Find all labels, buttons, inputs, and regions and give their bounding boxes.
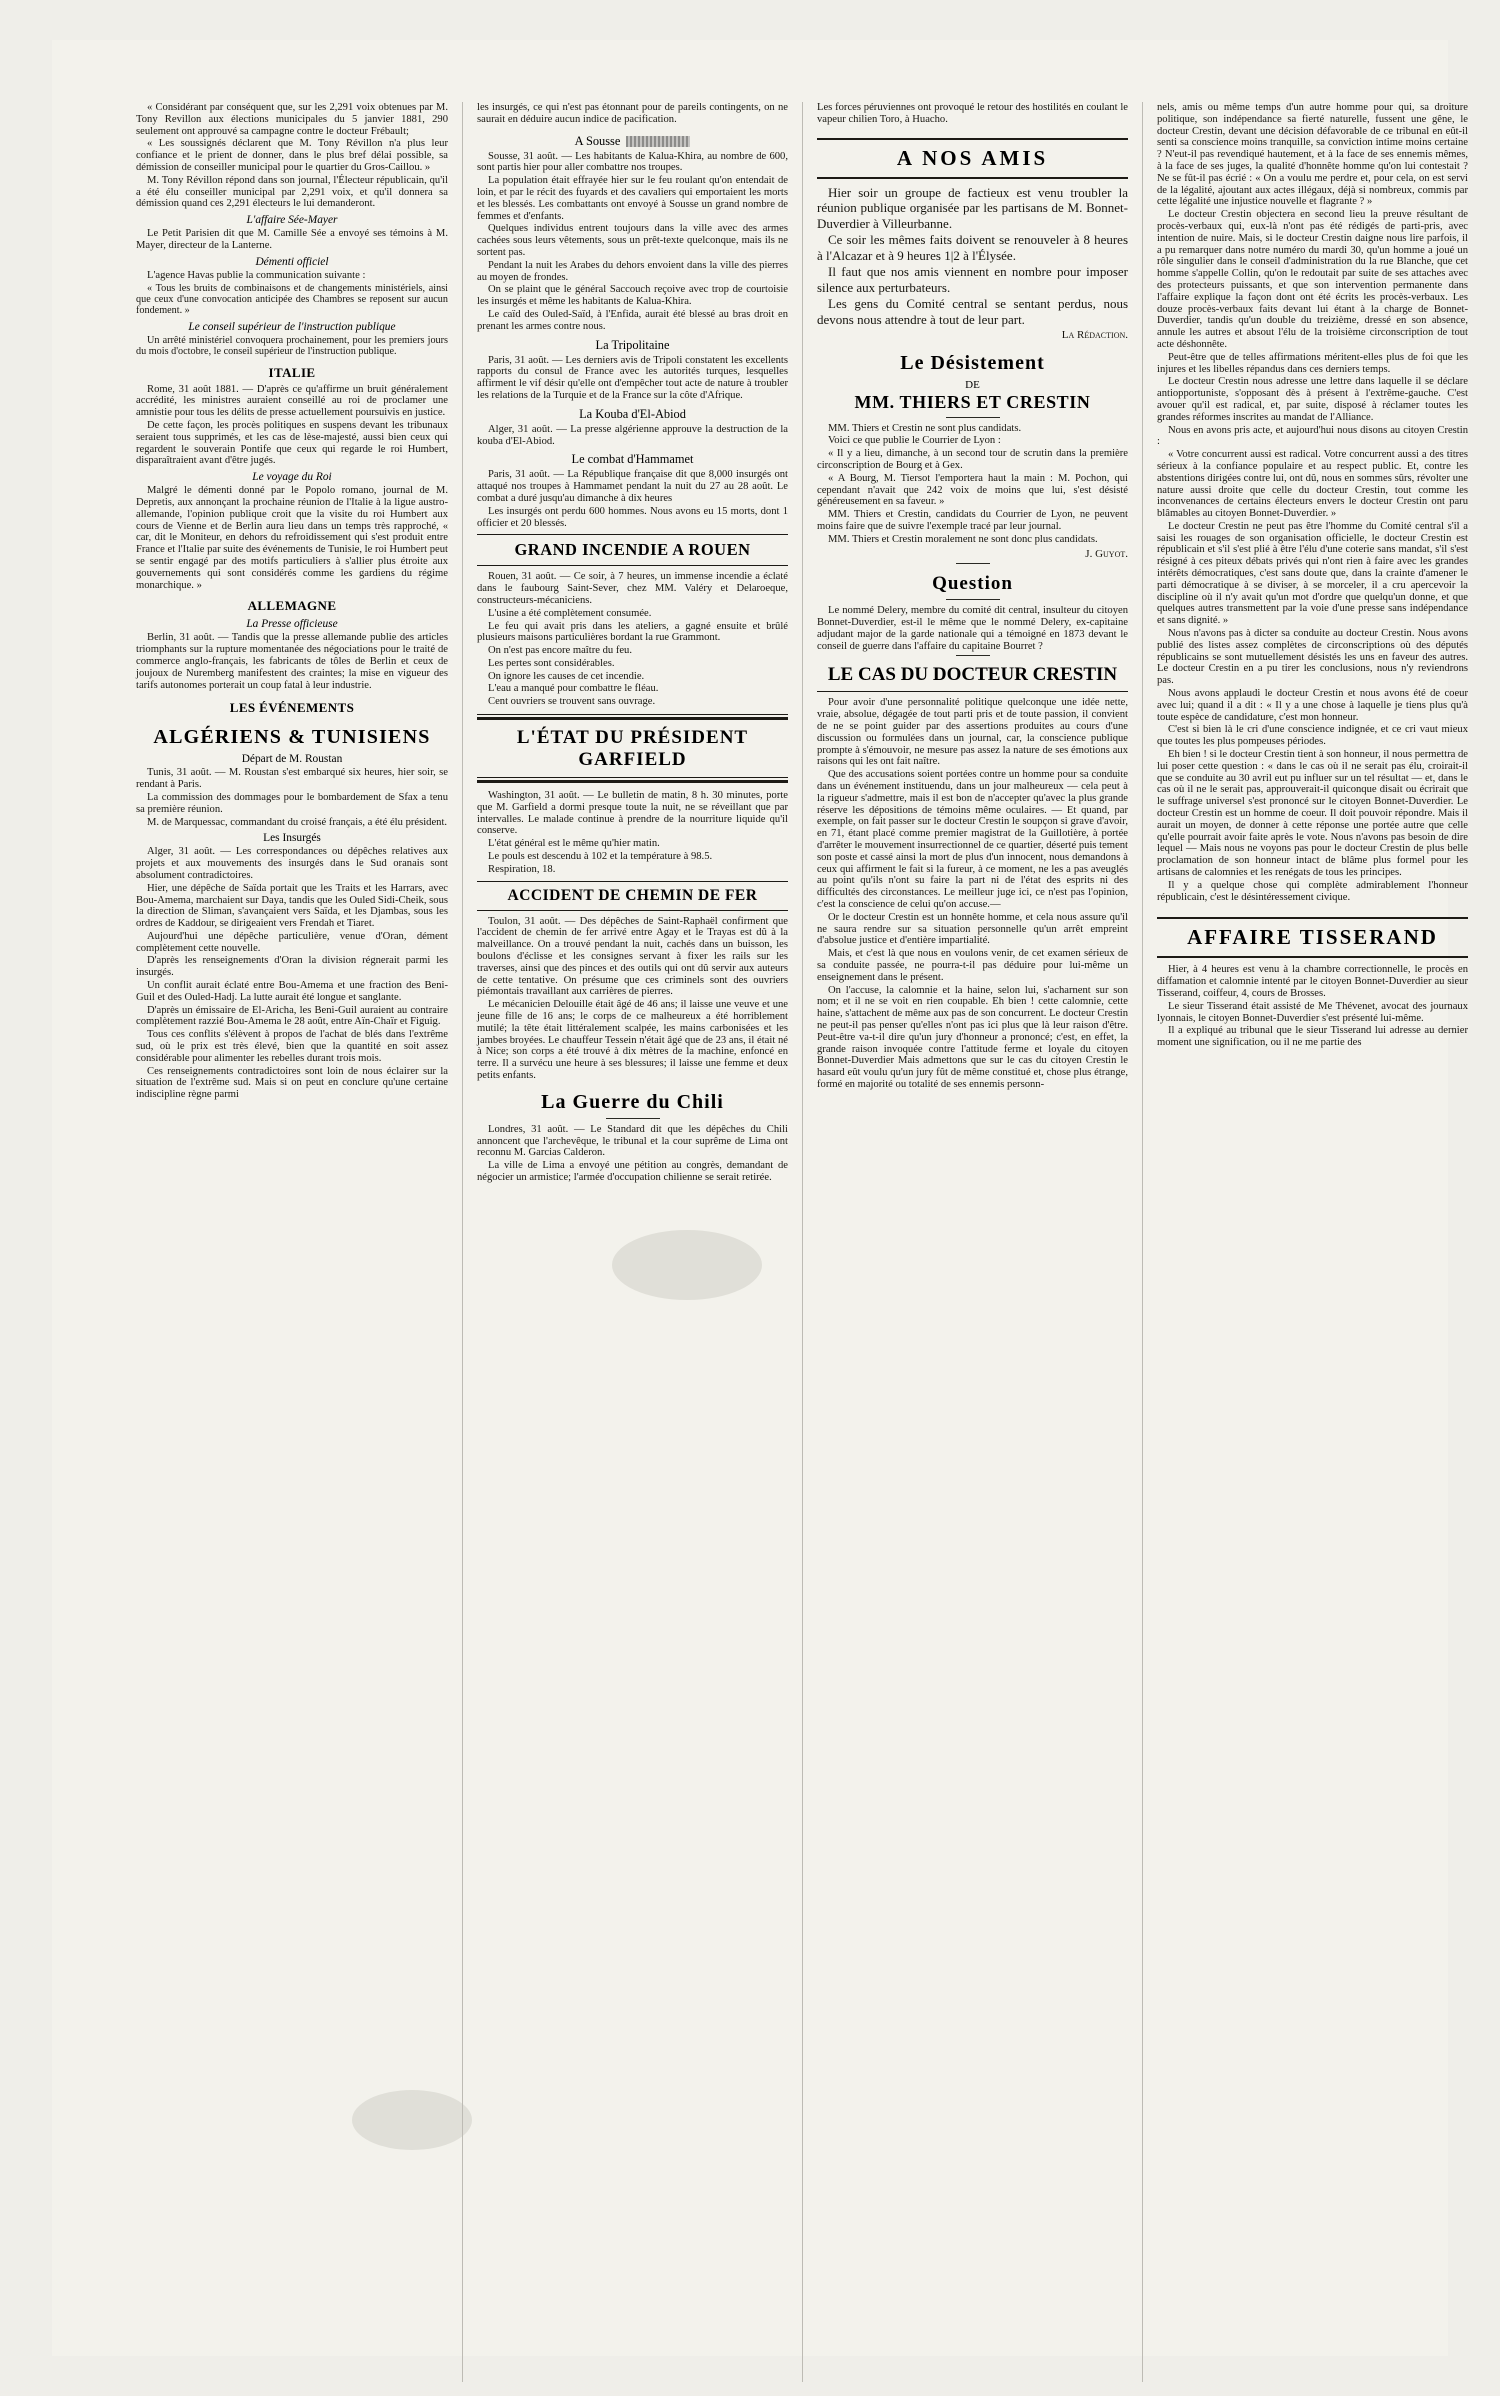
columns-container [122,102,1482,2382]
paragraph: « Considérant par conséquent que, sur les 2,291 voix obtenues par M. Tony Revillon aux élections municipales du 5 janvier 1881, 290 seulement ont approuvé sa campagne contre le docteur Frébault; [136,102,448,137]
heading-accident-chemin-de-fer: ACCIDENT DE CHEMIN DE FER [507,886,758,904]
paragraph: Rouen, 31 août. — Ce soir, à 7 heures, un immense incendie a éclaté dans le faubourg Saint-Sever, chez MM. Valéry et Delaroeque, constructeurs-mécaniciens. [477,571,788,606]
column-4 [1142,102,1482,2382]
paragraph: Pour avoir d'une personnalité politique quelconque une idée nette, vraie, absolue, dégagée de tout parti pris et de toute passion, il convient de ne se point guider par des assertions produites au cours d'une discussion ou formulées dans un journal, car, la conscience publique prompte à s'émouvoir, ne mesure pas assez la nature de ses émotions aux raisons qui les ont fait naître. [817,697,1128,768]
heading-depart-roustan: Départ de M. Roustan [241,753,343,766]
paragraph: Le mécanicien Delouille était âgé de 46 ans; il laisse une veuve et une jeune fille de 16 ans; le corps de ce malheureux a été horriblement mutilé; la tête était littéralement scalpée, les mains carbonisées et les jambes broyées. Le chauffeur Tessein n'était âgé que de 23 ans, il était né à Nice; son corps a été trouvé à dix mètres de la machine, enfoncé en terre. Il a survécu une heure à ses blessures; il laisse une femme et deux petits enfants. [477,999,788,1082]
paragraph: Hier, une dépêche de Saïda portait que les Traits et les Harrars, avec Bou-Amema, marchaient sur Daya, tandis que les Ouled Sidi-Cheik, sous la direction de Sliman, s'avançaient vers Saïda, et les Djambas, sous les ordres de Kaddour, se dirigeaient vers Frendah et Tiaret. [136,882,448,930]
paragraph: Berlin, 31 août. — Tandis que la presse allemande publie des articles triomphants sur la rupture momentanée des négociations pour le traité de commerce anglo-français, les fabricants de tôles de Berlin et ceux de joujoux de Nuremberg manifestent des craintes; la mise en vigueur des tarifs autonomes porterait un coup fatal à leur industrie. [136,632,448,691]
paragraph: les insurgés, ce qui n'est pas étonnant pour de pareils contingents, on ne saurait en déduire aucun indice de pacification. [477,102,788,125]
heading-les-insurges: Les Insurgés [263,832,321,845]
paragraph: La ville de Lima a envoyé une pétition au congrès, demandant de négocier un armistice; l'armée d'occupation chilienne se serait retirée. [477,1160,788,1183]
paragraph: Sousse, 31 août. — Les habitants de Kalua-Khira, au nombre de 600, sont partis hier pour aller combattre nos troupes. [477,150,788,174]
heading-affaire-see-mayer: L'affaire Sée-Mayer [246,214,338,227]
paragraph: Le feu qui avait pris dans les ateliers, a gagné ensuite et brûlé plusieurs maisons particulières bordant la rue Grammont. [477,620,788,644]
paragraph: Un conflit aurait éclaté entre Bou-Amema et une fraction des Beni-Guil et des Ouled-Hadj. La lutte aurait été longue et sanglante. [136,980,448,1003]
column-3 [802,102,1142,2382]
paragraph: MM. Thiers et Crestin, candidats du Courrier de Lyon, ne peuvent moins faire que de suivre l'exemple tracé par leur journal. [817,509,1128,533]
heading-a-nos-amis: A NOS AMIS [896,145,1049,170]
heading-algeriens-tunisiens: ALGÉRIENS & TUNISIENS [153,726,431,749]
paragraph: Paris, 31 août. — Les derniers avis de Tripoli constatent les excellents rapports du consul de France avec les autorités turques, lesquelles affirment le vif désir qu'elle ont d'empêcher tout acte de nature à troubler les relations de la Turquie et de la France sur la côte d'Afrique. [477,354,788,401]
heading-allemagne: ALLEMAGNE [247,598,337,614]
paragraph: Le docteur Crestin ne peut pas être l'homme du Comité central s'il a saisi les rouages de son organisation officielle, le docteur Crestin est républicain et s'il s'est plié à être l'élu d'une coterie sans mandat, s'il s'est résigné à ces piteux débats privés qui n'ont rien à faire avec les grandes intérêts démocratiques, c'est sans doute que, dans la crainte d'amener le parti démocratique à se diviser, à se morceler, il a cru apercevoir la discipline où il n'y avait qu'un mot d'ordre que quelqu'un donne, et que quelques autres transmettent par la voie d'une presse sans indépendance et sans dignité. » [1157,520,1468,627]
paragraph: MM. Thiers et Crestin ne sont plus candidats. [828,422,1022,434]
heading-les-evenements: LES ÉVÉNEMENTS [229,700,355,716]
paragraph: Londres, 31 août. — Le Standard dit que les dépêches du Chili annoncent que l'archevêque, le tribunal et la cour suprême de Lima ont reconnu M. Garcias Calderon. [477,1123,788,1159]
paragraph: Hier, à 4 heures est venu à la chambre correctionnelle, le procès en diffamation et calomnie intenté par le citoyen Bonnet-Duverdier au sieur Tisserand, coiffeur, 4, cours de Brosses. [1157,964,1468,999]
heading-la-kouba: La Kouba d'El-Abiod [579,406,686,421]
paragraph: Les pertes sont considérables. [488,657,615,669]
paragraph: Alger, 31 août. — Les correspondances ou dépêches relatives aux projets et aux mouvements des insurgés dans le Sud oranais sont absolument contradictoires. [136,846,448,881]
paragraph: « Tous les bruits de combinaisons et de changements ministériels, ainsi que ceux d'une convocation anticipée des Chambres se reposent sur aucun fondement. » [136,282,448,317]
paragraph: Le pouls est descendu à 102 et la température à 98.5. [488,851,713,863]
paragraph: La commission des dommages pour le bombardement de Sfax a tenu sa première réunion. [136,791,448,815]
paragraph: MM. Thiers et Crestin moralement ne sont donc plus candidats. [828,533,1098,545]
heading-combat-hammamet: Le combat d'Hammamet [571,452,694,467]
paragraph: On ignore les causes de cet incendie. [488,670,645,682]
signature-redaction: La Rédaction. [1061,329,1128,342]
paragraph: Les gens du Comité central se sentant perdus, nous devons nous attendre à tout de leur part. [817,296,1128,327]
paragraph: Or le docteur Crestin est un honnête homme, et cela nous assure qu'il ne saura rendre sur sa situation personnelle qu'un arrêt empreint d'absolue justice et d'entière impartialité. [817,911,1128,947]
paragraph: Paris, 31 août. — La République française dit que 8,000 insurgés ont attaqué nos troupes à Hammamet pendant la nuit du 27 au 28 août. Le combat a duré jusqu'au dimanche à dix heures [477,469,788,504]
paragraph: La population était effrayée hier sur le feu roulant qu'on entendait de loin, et par le récit des fuyards et des cavaliers qui emportaient les morts et les blessés. Les combattants ont envoyé à Sousse un grand nombre de femmes et d'enfants. [477,175,788,222]
heading-dementi-officiel: Démenti officiel [255,255,329,268]
heading-la-tripolitaine: La Tripolitaine [595,337,670,352]
paragraph: Le caïd des Ouled-Saïd, à l'Enfida, aurait été blessé au bras droit en prenant les armes contre nous. [477,308,788,332]
paragraph: On n'est pas encore maître du feu. [488,645,632,657]
paragraph: C'est si bien là le cri d'une conscience indignée, et ce cri vaut mieux que toutes les plus pompeuses périodes. [1157,724,1468,748]
paragraph: L'agence Havas publie la communication suivante : [147,269,366,281]
paragraph: D'après les renseignements d'Oran la division régnerait parmi les insurgés. [136,955,448,979]
paragraph: « Les soussignés déclarent que M. Tony Révillon n'a plus leur confiance et le prient de donner, dans le plus bref délai possible, sa démission de conseiller municipal pour le quartier du Gros-Caillou. » [136,138,448,173]
paragraph: Hier soir un groupe de factieux est venu troubler la réunion publique organisée par les partisans de M. Bonnet-Duverdier à Villeurbanne. [817,184,1128,231]
heading-le-desistement: Le Désistement [900,351,1045,374]
paragraph: Nous n'avons pas à dicter sa conduite au docteur Crestin. Nous avons publié des listes assez complètes de circonscriptions où des députés républicains se sont mutuellement désistés les uns en faveur des autres. Le docteur Crestin en a pu tirer les conclusions, nous n'y reviendrons pas. [1157,628,1468,687]
paragraph: Voici ce que publie le Courrier de Lyon : [828,435,1001,447]
paragraph: M. de Marquessac, commandant du croisé français, a été élu président. [147,816,448,828]
paragraph: Nous avons applaudi le docteur Crestin et nous avons été de coeur avec lui; quand il a dit : « Il y a une chose à laquelle je tiens plus qu'à toute espèce de candidature, c'est mon honneur. [1157,688,1468,723]
paragraph: On l'accuse, la calomnie et la haine, selon lui, s'acharnent sur son nom; et il ne se voit en rien coupable. Eh bien ! cette calomnie, cette haine, s'attachent de même aux pas de son concurrent. Le docteur Crestin ne peut-il pas penser qu'elles n'ont pas ici plus que là leur raison d'être. Peut-être va-t-il dire qu'un jury d'honneur a prononcé; c'est, en effet, la grande raison invoquée contre l'attitude ferme et loyale du citoyen Bonnet-Duverdier Mais admettons que sur le cas du citoyen Crestin le hasard eût voulu qu'un jury fût de même constitué et, chose plus étrange, formé en majorité ou totalité de ses ennemis personn- [817,984,1128,1090]
paragraph: Un arrêté ministériel convoquera prochainement, pour les premiers jours du mois d'octobre, le conseil supérieur de l'instruction publique. [136,334,448,358]
paragraph: Ces renseignements contradictoires sont loin de nous éclairer sur la situation de l'extrême sud. Mais si on peut en conclure qu'une certaine indiscipline règne parmi [136,1065,448,1101]
paragraph: Aujourd'hui une dépêche particulière, venue d'Oran, dément complètement cette nouvelle. [136,930,448,954]
signature-guyot: J. Guyot. [1085,547,1128,560]
newspaper-sheet [52,40,1468,2356]
paragraph: L'état général est le même qu'hier matin. [488,838,660,850]
column-2 [462,102,802,2382]
paragraph: Le sieur Tisserand était assisté de Me Thévenet, avocat des journaux lyonnais, le citoyen Bonnet-Duverdier s'est présenté lui-même. [1157,1000,1468,1024]
heading-thiers-crestin: MM. THIERS ET CRESTIN [854,391,1091,412]
paragraph: Cent ouvriers se trouvent sans ouvrage. [488,696,656,708]
paragraph: Peut-être que de telles affirmations méritent-elles plus de foi que les injures et les libelles répandus dans ces derniers temps. [1157,351,1468,375]
paragraph: nels, amis ou même temps d'un autre homme pour qui, sa droiture politique, son indépendance sa fierté naturelle, fussent une gêne, le docteur Crestin, devant une décision défavorable de ce tribunal en eût-il senti sa conscience moins tranquille, sa conviction intime moins certaine ? N'eut-il pas revendiqué hautement, et à la face de ses ennemis mêmes, à la face de ses juges, la qualité d'honnête homme qu'on lui contestait ? Ne se fût-il pas écrié : « On a voulu me perdre et, pour cela, on est servi de la légalité, ajoutant aux actes illégaux, déjà si nombreux, commis par cette légalité une injustice nouvelle et flagrante ? » [1157,102,1468,208]
paragraph: « Votre concurrent aussi est radical. Votre concurrent aussi a des titres sérieux à la confiance populaire et au respect public. Et, contre les abstentions dirigées contre lui, ont dû, nous en sommes sûrs, révolter une nature aussi droite que celle du docteur Crestin, tout comme les inconvenances de certains électeurs envers le docteur Crestin ont paru blâmables au citoyen Bonnet-Duverdier. » [1157,449,1468,520]
heading-voyage-du-roi: Le voyage du Roi [252,471,332,484]
paragraph: M. Tony Révillon répond dans son journal, l'Électeur républicain, qu'il a été élu conseiller municipal par 2,291 voix, et qu'il donnera sa démission quand ces 2,291 électeurs le lui demanderont. [136,174,448,210]
paragraph: Nous en avons pris acte, et aujourd'hui nous disons au citoyen Crestin : [1157,424,1468,448]
paragraph: Eh bien ! si le docteur Crestin tient à son honneur, il nous permettra de lui poser cette question : « dans le cas où il ne serait pas élu, croirait-il que se conduite au 30 avril eut pu influer sur un tel résultat — et, dans le cas où il ne le serait pas, approuverait-il quiconque disait ou écrirait que le suffrage universel s'est prononcé sur le citoyen Bonnet-Duverdier. Le docteur Crestin est un homme de coeur. Il doit pouvoir répondre. Mais il aurait un moyen, de donner à cette réponse une portée autre que celle qu'elle pourrait avoir faite après le vote. Nous n'avons pas besoin de dire lequel — Mais nous ne voyons pas pour le docteur Crestin de plus belle proclamation de son honneur intact de blâme plus formel pour les artisans de calomnies et les renégats de tous les principes. [1157,749,1468,878]
paragraph: Washington, 31 août. — Le bulletin de matin, 8 h. 30 minutes, porte que M. Garfield a dormi presque toute la nuit, ne se réveillant que par intervalles. Le malade continue à prendre de la nourriture liquide qu'il conserve. [477,790,788,837]
heading-text: A Sousse [574,133,621,148]
heading-conseil-superieur: Le conseil supérieur de l'instruction publique [188,320,396,333]
heading-etat-president-garfield: L'ÉTAT DU PRÉSIDENT GARFIELD [516,727,749,771]
paragraph: Les forces péruviennes ont provoqué le retour des hostilités en coulant le vapeur chilien Toro, à Huacho. [817,102,1128,125]
heading-presse-officieuse: La Presse officieuse [246,618,338,631]
paragraph: Alger, 31 août. — La presse algérienne approuve la destruction de la kouba d'El-Abiod. [477,423,788,447]
paragraph: Le Petit Parisien dit que M. Camille Sée a envoyé ses témoins à M. Mayer, directeur de la Lanterne. [136,228,448,251]
paragraph: De cette façon, les procès politiques en suspens devant les tribunaux seraient tous supprimés, et les cas de lèse-majesté, aussi bien ceux qui regardent le souverain Pontife que ceux qui regarde le roi Humbert, disparaîtraient avant d'être jugés. [136,419,448,467]
heading-italie: ITALIE [268,364,316,380]
paragraph: Le nommé Delery, membre du comité dit central, insulteur du citoyen Bonnet-Duverdier, est-il le même que le nommé Delery, ex-capitaine adjudant major de la garde nationale qui a témoigné en 1873 devant le conseil de guerre dans l'affaire du capitaine Bourret ? [817,605,1128,652]
paragraph: Malgré le démenti donné par le Popolo romano, journal de M. Depretis, aux annonçant la prochaine réunion de l'Italie à la ligue austro-allemande, l'opinion publique croit que la visite du roi Humbert aux cours de Vienne et de Berlin aura lieu dans un temps très rapproché, « car, dit le Moniteur, en dehors du refroidissement qui s'est produit entre France et l'Italie par suite des événements de Tunisie, le roi Humbert peut se sentir engagé par des motifs particuliers à s'allier plus étroite aux gouvernements qui sont considérés comme les gardiens du régime monarchique. » [136,485,448,591]
heading-affaire-tisserand: AFFAIRE TISSERAND [1187,925,1438,950]
heading-desistement-de: DE [965,378,980,391]
paragraph: « Il y a lieu, dimanche, à un second tour de scrutin dans la première circonscription de Bourg et à Gex. [817,448,1128,472]
paragraph: Que des accusations soient portées contre un homme pour sa conduite dans un événement instituendu, dans un jour malheureux — cela peut à la rigueur s'admettre, mais il est bon de n'accepter qu'avec la plus grande réserve les dépositions de témoins même oculaires. — Et quand, par exemple, on fait passer sur le docteur Crestin le soupçon si grave d'avoir, en 71, étant placé comme premier magistrat de la Guillotière, à portée d'arrêter le mouvement insurrectionnel de ce quartier, déserté puis tement son poste et cassé ainsi la mort de plus d'un innocent, nous demandons à ceux qui affirment le fait si la fureur, à ce moment, ne les a pas aveuglés au point qu'ils n'ont su faire la part ni de l'état des esprits ni des difficultés des circonstances. Le meilleur juge ici, ce n'est pas l'opinion, c'est la conscience de celui qu'on accuse.— [817,769,1128,910]
paragraph: D'après un émissaire de El-Aricha, les Beni-Guil auraient au contraire complètement razzié Bou-Amema le 28 août, entre Aïn-Chaïr et Figuig. [136,1004,448,1028]
paragraph: Toulon, 31 août. — Des dépêches de Saint-Raphaël confirment que l'accident de chemin de fer arrivé entre Agay et le Trayas est dû à la malveillance. On a trouvé pendant la nuit, cachés dans un buisson, les boulons d'éclisse et les consignes servant à fixer les rails sur les traverses, ainsi que des pinces et des outils qui ont dû servir aux auteurs de cette tentative. On présume que ces criminels sont des ouvriers piémontais travaillant aux carrières de pierres. [477,915,788,998]
paragraph: Pendant la nuit les Arabes du dehors envoient dans la ville des pierres au moyen de frondes. [477,259,788,283]
paragraph: On se plaint que le général Saccouch reçoive avec trop de courtoisie les insurgés et même les habitants de Kalua-Khira. [477,284,788,308]
column-1 [122,102,462,2382]
heading-question: Question [932,573,1013,595]
paragraph: Tunis, 31 août. — M. Roustan s'est embarqué six heures, hier soir, se rendant à Paris. [136,767,448,791]
paragraph: Les insurgés ont perdu 600 hommes. Nous avons eu 15 morts, dont 1 officier et 20 blessés. [477,505,788,529]
heading-grand-incendie-rouen: GRAND INCENDIE A ROUEN [514,540,751,560]
heading-guerre-du-chili: La Guerre du Chili [541,1090,724,1113]
paragraph: Respiration, 18. [488,863,556,875]
heading-a-sousse [477,134,788,149]
paragraph: Le docteur Crestin nous adresse une lettre dans laquelle il se déclare antiopportuniste, s'opposant dès à présent à l'extrême-gauche. C'est avouer qu'il est radical, et, par suite, disposé à réclamer toutes les grandes réformes inscrites au mandat de l'Alliance. [1157,376,1468,423]
paragraph: Ce soir les mêmes faits doivent se renouveler à 8 heures à l'Alcazar et à 9 heures 1|2 à l'Élysée. [817,232,1128,263]
paragraph: Il y a quelque chose qui complète admirablement l'honneur républicain, c'est le désintéressement civique. [1157,879,1468,903]
paragraph: Il faut que nos amis viennent en nombre pour imposer silence aux perturbateurs. [817,264,1128,295]
ink-smear [626,136,690,147]
paragraph: « A Bourg, M. Tiersot l'emportera haut la main : M. Pochon, qui cependant n'avait que 242 voix de moins que lui, s'est désisté généreusement en sa faveur. » [817,472,1128,508]
paragraph: Quelques individus entrent toujours dans la ville avec des armes cachées sous leurs vêtements, sous un prêt-texte quelconque, mais ils ne sortent pas. [477,223,788,258]
paragraph: L'eau a manqué pour combattre le fléau. [488,683,659,695]
paragraph: L'usine a été complètement consumée. [488,607,652,619]
paragraph: Rome, 31 août 1881. — D'après ce qu'affirme un bruit généralement accrédité, les ministres auraient conseillé au roi de proclamer une amnistie pour tous les délits de presse actuellement poursuivis en justice. [136,383,448,419]
paragraph: Le docteur Crestin objectera en second lieu la preuve résultant de procès-verbaux qui, eux-là n'ont pas été rédigés de parti-pris, avec intention de nuire. Mais, si le docteur Crestin daigne nous lire parfois, il a pu remarquer dans notre numéro du mardi 30, qu'un homme a joué un rôle singulier dans le conseil d'administration du la rue Blanche, que cet homme s'appelle Collin, qu'on le redoutait par suite de ses attaches avec des protecteurs puissants, et que son intervention permanente dans l'affaire explique la façon dont ont été écrits les procès-verbaux. Les douze procès-verbaux faits devant lui étant à la charge de Bonnet-Duverdier, tandis qu'un double du treizième, dressé en son absence, annule les autres et absout l'élu de la troisième circonscription de tout acte déshonnête. [1157,209,1468,350]
paragraph: Il a expliqué au tribunal que le sieur Tisserand lui adresse au dernier moment une signification, ou il ne me partie des [1157,1025,1468,1049]
heading-cas-docteur-crestin: LE CAS DU DOCTEUR CRESTIN [827,664,1118,686]
paragraph: Tous ces conflits s'élèvent à propos de l'achat de blés dans l'extrême sud, où le prix est très élevé, bien que la quantité en soit assez considérable pour alimenter les rebelles durant trois mois. [136,1029,448,1064]
paragraph: Mais, et c'est là que nous en voulons venir, de cet examen sérieux de sa conduite passée, ne pourra-t-il pas déduire pour lui-même un enseignement dans le présent. [817,948,1128,983]
